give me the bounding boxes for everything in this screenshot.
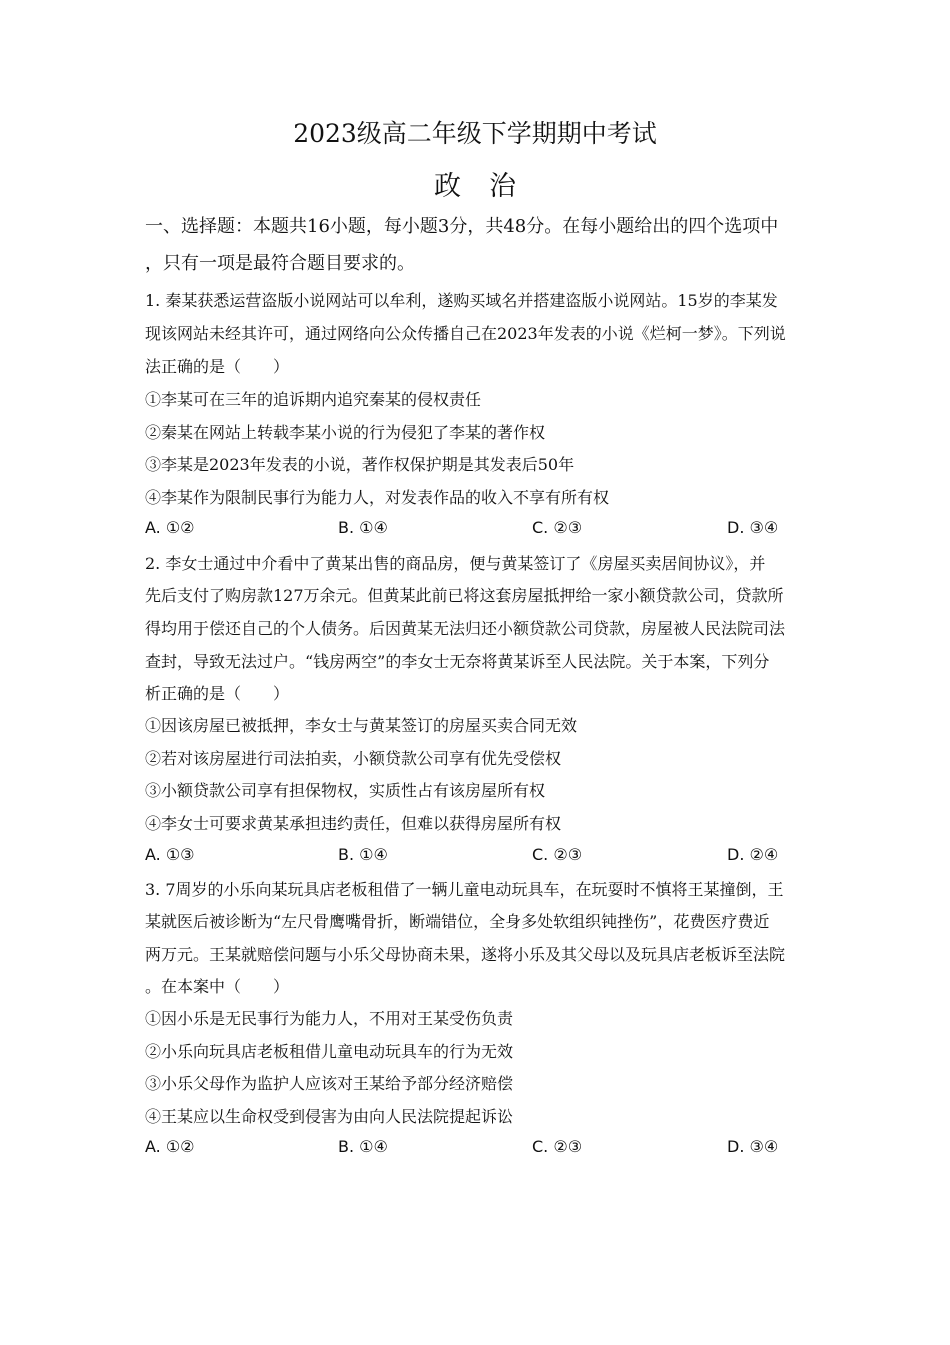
q1-stem-line3: 法正确的是（ ） [145,357,290,376]
q3-option-c: C. ②③ [532,1137,583,1156]
subject-title: 政治 [434,171,544,202]
q2-stem-line5: 析正确的是（ ） [145,684,290,703]
q3-option-a: A. ①② [145,1137,195,1156]
q1-statement-1: ①李某可在三年的追诉期内追究秦某的侵权责任 [145,390,482,409]
q3-stem-line1: 3. 7周岁的小乐向某玩具店老板租借了一辆儿童电动玩具车，在玩耍时不慎将王某撞倒，王 [145,880,784,899]
q2-stem-line1: 2. 李女士通过中介看中了黄某出售的商品房，便与黄某签订了《房屋买卖居间协议》，并 [145,554,766,573]
q2-statement-1: ①因该房屋已被抵押，李女士与黄某签订的房屋买卖合同无效 [145,716,578,735]
q3-statement-3: ③小乐父母作为监护人应该对王某给予部分经济赔偿 [145,1074,514,1093]
q3-option-b: B. ①④ [338,1137,388,1156]
section-instruction-line2: ，只有一项是最符合题目要求的。 [145,253,415,274]
q2-stem-line4: 查封，导致无法过户。“钱房两空”的李女士无奈将黄某诉至人民法院。关于本案，下列分 [145,652,770,671]
section-instruction-line1: 一、选择题：本题共16小题，每小题3分，共48分。在每小题给出的四个选项中 [145,216,779,237]
q2-statement-3: ③小额贷款公司享有担保物权，实质性占有该房屋所有权 [145,781,546,800]
q3-stem-line4: 。在本案中（ ） [145,977,290,996]
q2-option-a: A. ①③ [145,845,195,864]
q1-statement-2: ②秦某在网站上转载李某小说的行为侵犯了李某的著作权 [145,423,546,442]
q1-option-a: A. ①② [145,518,195,537]
q2-stem-line2: 先后支付了购房款127万余元。但黄某此前已将这套房屋抵押给一家小额贷款公司，贷款所 [145,586,784,605]
exam-title: 2023级高二年级下学期期中考试 [293,119,657,148]
q1-stem-line1: 1. 秦某获悉运营盗版小说网站可以牟利，遂购买域名并搭建盗版小说网站。15岁的李某发 [145,291,778,310]
q1-option-d: D. ③④ [727,518,779,537]
q1-statement-3: ③李某是2023年发表的小说，著作权保护期是其发表后50年 [145,455,575,474]
q1-statement-4: ④李某作为限制民事行为能力人，对发表作品的收入不享有所有权 [145,488,610,507]
q3-stem-line3: 两万元。王某就赔偿问题与小乐父母协商未果，遂将小乐及其父母以及玩具店老板诉至法院 [145,945,786,964]
q1-option-c: C. ②③ [532,518,583,537]
q2-statement-2: ②若对该房屋进行司法拍卖，小额贷款公司享有优先受偿权 [145,749,562,768]
q2-option-b: B. ①④ [338,845,388,864]
q3-statement-1: ①因小乐是无民事行为能力人，不用对王某受伤负责 [145,1009,514,1028]
q2-option-d: D. ②④ [727,845,779,864]
q2-option-c: C. ②③ [532,845,583,864]
q3-stem-line2: 某就医后被诊断为“左尺骨鹰嘴骨折，断端错位，全身多处软组织钝挫伤”，花费医疗费近 [145,912,770,931]
q2-stem-line3: 得均用于偿还自己的个人债务。后因黄某无法归还小额贷款公司贷款，房屋被人民法院司法 [145,619,786,638]
q2-statement-4: ④李女士可要求黄某承担违约责任，但难以获得房屋所有权 [145,814,562,833]
q3-option-d: D. ③④ [727,1137,779,1156]
q3-statement-2: ②小乐向玩具店老板租借儿童电动玩具车的行为无效 [145,1042,514,1061]
q1-option-b: B. ①④ [338,518,388,537]
q3-statement-4: ④王某应以生命权受到侵害为由向人民法院提起诉讼 [145,1107,514,1126]
q1-stem-line2: 现该网站未经其许可，通过网络向公众传播自己在2023年发表的小说《烂柯一梦》。下列说 [145,324,786,343]
